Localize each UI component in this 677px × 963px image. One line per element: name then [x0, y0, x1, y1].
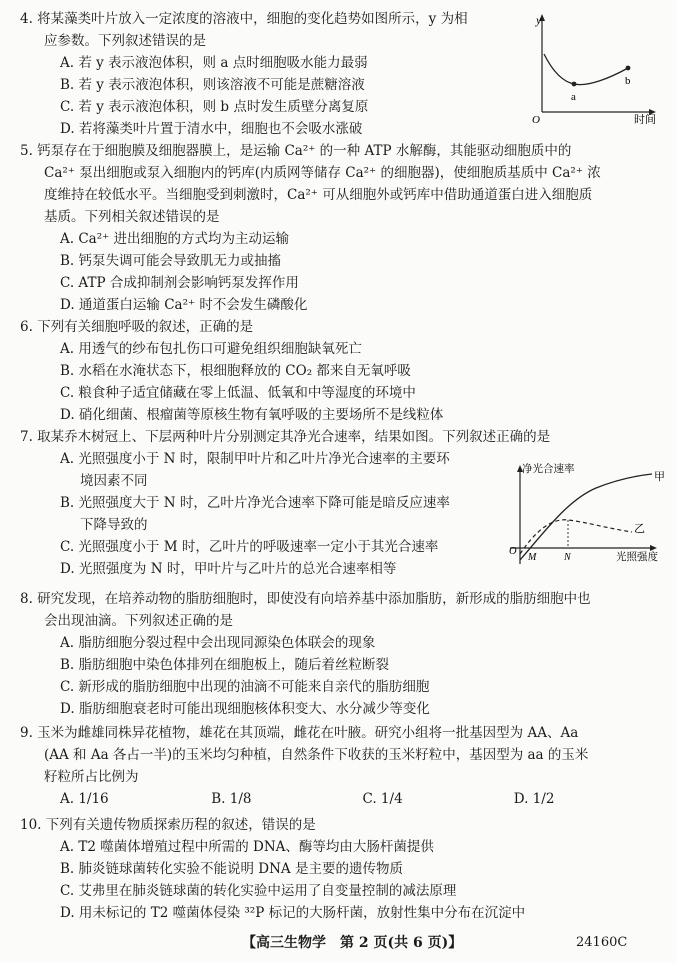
q4-option-c: C. 若 y 表示液泡体积，则 b 点时发生质壁分离复原 — [60, 99, 369, 115]
q10-option-c: C. 艾弗里在肺炎链球菌的转化实验中运用了自变量控制的减法原理 — [60, 883, 457, 899]
q4-option-d: D. 若将藻类叶片置于清水中，细胞也不会吸水涨破 — [60, 121, 363, 137]
q5-option-a: A. Ca²⁺ 进出细胞的方式均为主动运输 — [60, 231, 290, 247]
q9-option-d: D. 1/2 — [513, 791, 555, 807]
footer-code: 24160C — [576, 935, 628, 950]
question-5 — [20, 140, 665, 316]
q4-fig-point-b: b — [625, 75, 631, 87]
q4-fig-point-a: a — [571, 91, 576, 103]
q9-option-c: C. 1/4 — [362, 791, 403, 807]
q7-option-a-line2: 境因素不同 — [80, 473, 148, 489]
q7-option-c: C. 光照强度小于 M 时，乙叶片的呼吸速率一定小于其光合速率 — [60, 539, 439, 555]
q4-option-a: A. 若 y 表示液泡体积，则 a 点时细胞吸水能力最弱 — [60, 55, 368, 71]
q4-curve-diagram — [528, 12, 666, 124]
q5-option-b: B. 钙泵失调可能会导致肌无力或抽搐 — [60, 253, 282, 269]
q4-fig-origin: O — [532, 114, 540, 124]
q7-fig-origin: O — [509, 546, 517, 557]
q8-option-a: A. 脂肪细胞分裂过程中会出现同源染色体联会的现象 — [60, 635, 376, 651]
q10-option-d: D. 用未标记的 T2 噬菌体侵染 ³²P 标记的大肠杆菌，放射性集中分布在沉淀中 — [60, 905, 526, 921]
q7-option-b-line1: B. 光照强度大于 N 时，乙叶片净光合速率下降可能是暗反应速率 — [60, 495, 450, 511]
page-footer — [0, 932, 677, 956]
q7-option-d: D. 光照强度为 N 时，甲叶片与乙叶片的总光合速率相等 — [60, 561, 397, 577]
q7-figure — [506, 460, 666, 568]
q8-stem-line1: 8. 研究发现，在培养动物的脂肪细胞时，即使没有向培养基中添加脂肪，新形成的脂肪细胞中也 — [20, 591, 591, 607]
footer-title: 【高三生物学 第 2 页(共 6 页)】 — [242, 935, 463, 951]
q5-stem-line4: 基质。下列相关叙述错误的是 — [44, 209, 220, 225]
q10-option-a: A. T2 噬菌体增殖过程中所需的 DNA、酶等均由大肠杆菌提供 — [60, 839, 434, 855]
q9-option-b: B. 1/8 — [211, 791, 252, 807]
q6-stem: 6. 下列有关细胞呼吸的叙述，正确的是 — [20, 319, 254, 335]
q7-fig-series-yi: 乙 — [634, 522, 645, 535]
q7-fig-y-label: 净光合速率 — [522, 463, 575, 475]
q7-fig-n-label: N — [564, 552, 571, 563]
q5-option-d: D. 通道蛋白运输 Ca²⁺ 时不会发生磷酸化 — [60, 297, 308, 313]
q9-stem-line2: (AA 和 Aa 各占一半)的玉米均匀种植，自然条件下收获的玉米籽粒中，基因型为 aa 的玉米 — [44, 747, 589, 763]
q7-stem: 7. 取某乔木树冠上、下层两种叶片分别测定其净光合速率，结果如图。下列叙述正确的是 — [20, 429, 551, 445]
q9-stem-line3: 籽粒所占比例为 — [44, 769, 139, 785]
q10-option-b: B. 肺炎链球菌转化实验不能说明 DNA 是主要的遗传物质 — [60, 861, 403, 877]
q4-fig-y-label: y — [536, 13, 542, 27]
q7-fig-series-jia: 甲 — [654, 470, 665, 483]
question-9 — [20, 722, 665, 810]
q4-option-b: B. 若 y 表示液泡体积，则该溶液不可能是蔗糖溶液 — [60, 77, 365, 93]
q5-stem-line2: Ca²⁺ 泵出细胞或泵入细胞内的钙库(内质网等储存 Ca²⁺ 的细胞器)，使细胞质基质中 Ca²⁺ 浓 — [44, 165, 601, 181]
question-8 — [20, 588, 665, 720]
q9-stem-line1: 9. 玉米为雌雄同株异花植物，雄花在其顶端，雌花在叶腋。研究小组将一批基因型为 AA、Aa — [20, 725, 579, 741]
q5-stem-line3: 度维持在较低水平。当细胞受到刺激时，Ca²⁺ 可从细胞外或钙库中借助通道蛋白进入细胞质 — [44, 187, 593, 203]
q5-stem-line1: 5. 钙泵存在于细胞膜及细胞器膜上，是运输 Ca²⁺ 的一种 ATP 水解酶，其能驱动细胞质中的 — [20, 143, 572, 159]
q7-fig-m-label: M — [528, 552, 537, 563]
q8-option-c: C. 新形成的脂肪细胞中出现的油滴不可能来自亲代的脂肪细胞 — [60, 679, 430, 695]
question-10 — [20, 814, 665, 924]
q4-figure — [528, 12, 666, 124]
q10-stem: 10. 下列有关遗传物质探索历程的叙述，错误的是 — [20, 817, 316, 833]
q7-option-a-line1: A. 光照强度小于 N 时，限制甲叶片和乙叶片净光合速率的主要环 — [60, 451, 450, 467]
q7-option-b-line2: 下降导致的 — [80, 517, 148, 533]
q8-stem-line2: 会出现油滴。下列叙述正确的是 — [44, 613, 233, 629]
q8-option-b: B. 脂肪细胞中染色体排列在细胞板上，随后着丝粒断裂 — [60, 657, 390, 673]
q6-option-a: A. 用透气的纱布包扎伤口可避免组织细胞缺氧死亡 — [60, 341, 362, 357]
q7-fig-x-label: 光照强度 — [616, 551, 658, 563]
q9-option-a: A. 1/16 — [60, 791, 109, 807]
q4-stem-line2: 应参数。下列叙述错误的是 — [44, 33, 206, 49]
question-6 — [20, 316, 665, 426]
q8-option-d: D. 脂肪细胞衰老时可能出现细胞核体积变大、水分减少等变化 — [60, 701, 430, 717]
q6-option-b: B. 水稻在水淹状态下，根细胞释放的 CO₂ 都来自无氧呼吸 — [60, 363, 411, 379]
q7-photosynthesis-chart — [506, 460, 666, 568]
q4-stem-line1: 4. 将某藻类叶片放入一定浓度的溶液中，细胞的变化趋势如图所示，y 为相 — [20, 11, 468, 27]
q4-fig-x-label: 时间 — [634, 113, 656, 124]
q6-option-d: D. 硝化细菌、根瘤菌等原核生物有氧呼吸的主要场所不是线粒体 — [60, 407, 444, 423]
q6-option-c: C. 粮食种子适宜储藏在零上低温、低氧和中等湿度的环境中 — [60, 385, 416, 401]
q9-options — [20, 788, 665, 810]
q5-option-c: C. ATP 合成抑制剂会影响钙泵发挥作用 — [60, 275, 299, 291]
